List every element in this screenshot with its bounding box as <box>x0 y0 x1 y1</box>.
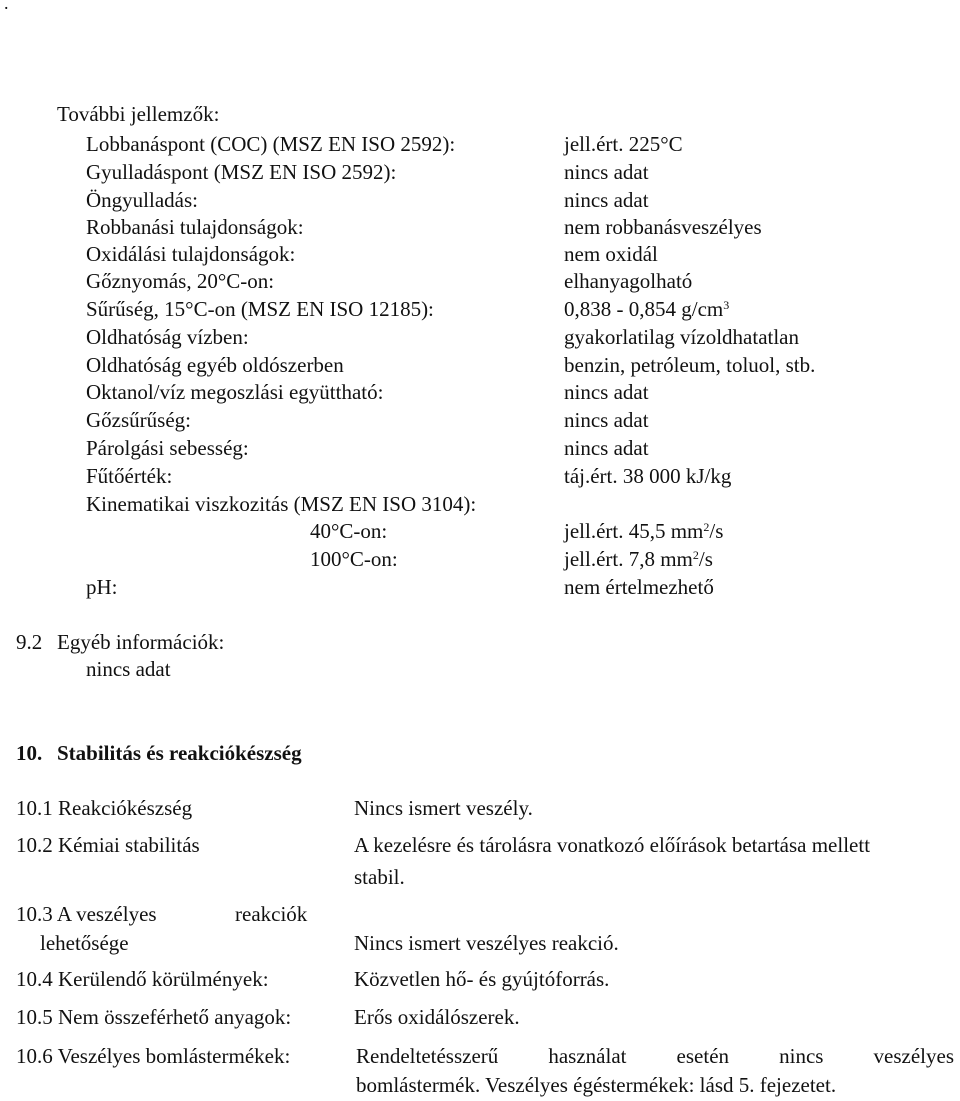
property-row <box>86 379 946 407</box>
other-info-number: 9.2 <box>16 630 43 654</box>
property-row <box>86 187 946 215</box>
property-label: Robbanási tulajdonságok: <box>86 215 304 239</box>
property-row <box>86 214 946 242</box>
item-value: Erős oxidálószerek. <box>354 1005 520 1029</box>
item-key: 10.4 Kerülendő körülmények: <box>16 967 269 991</box>
ph-label: pH: <box>86 575 118 599</box>
superscript: 3 <box>723 298 730 312</box>
ph-row <box>86 574 946 602</box>
viscosity-100-row <box>86 546 946 574</box>
item-key-line2: lehetősége <box>40 931 129 955</box>
property-row <box>86 463 946 491</box>
item-value-line2: bomlástermék. Veszélyes égéstermékek: lásd 5. fejezetet. <box>356 1073 837 1097</box>
property-label: Öngyulladás: <box>86 188 198 212</box>
top-mark: . <box>4 0 9 13</box>
property-label: Oldhatóság egyéb oldószerben <box>86 353 344 377</box>
other-info-title: Egyéb információk: <box>57 630 225 654</box>
property-value: 0,838 - 0,854 $g/cm^3$ <box>564 297 730 321</box>
viscosity-40-value: jell.ért. 45,5 $mm^2/s$ <box>564 519 724 543</box>
property-value: nincs adat <box>564 160 649 184</box>
item-value-line2: stabil. <box>354 865 405 889</box>
property-value: elhanyagolható <box>564 269 693 293</box>
item-value: Nincs ismert veszély. <box>354 796 533 820</box>
property-value: nincs adat <box>564 436 649 460</box>
property-label: Gőznyomás, 20°C-on: <box>86 269 275 293</box>
property-row <box>86 131 946 159</box>
viscosity-40-row <box>86 518 946 546</box>
property-label: Oktanol/víz megoszlási együttható: <box>86 380 384 404</box>
item-value-line1: A kezelésre és tárolásra vonatkozó előírások betartása mellett <box>354 833 871 857</box>
property-value: táj.ért. 38 000 kJ/kg <box>564 464 732 488</box>
property-value: jell.ért. 225°C <box>564 132 683 156</box>
item-value-line1: Rendeltetésszerű használat esetén nincs veszélyes <box>356 1044 954 1068</box>
property-row <box>86 268 946 296</box>
property-value: nincs adat <box>564 188 649 212</box>
property-label: Sűrűség, 15°C-on (MSZ EN ISO 12185): <box>86 297 434 321</box>
property-label: Oxidálási tulajdonságok: <box>86 242 296 266</box>
item-key-part: 10.3 A veszélyes <box>16 902 157 926</box>
property-row <box>86 435 946 463</box>
property-label: Oldhatóság vízben: <box>86 325 249 349</box>
extra-properties-heading: További jellemzők: <box>57 102 220 126</box>
property-row <box>86 324 946 352</box>
viscosity-label: Kinematikai viszkozitás (MSZ EN ISO 3104): <box>86 492 477 516</box>
property-value: nem oxidál <box>564 242 658 266</box>
item-key: 10.1 Reakciókészség <box>16 796 193 820</box>
viscosity-40-label: 40°C-on: <box>310 519 388 543</box>
section-10-number: 10. <box>16 741 43 765</box>
item-value: Közvetlen hő- és gyújtóforrás. <box>354 967 610 991</box>
property-row <box>86 159 946 187</box>
property-value: benzin, petróleum, toluol, stb. <box>564 353 816 377</box>
property-label: Fűtőérték: <box>86 464 173 488</box>
property-value: nincs adat <box>564 380 649 404</box>
viscosity-100-label: 100°C-on: <box>310 547 398 571</box>
item-key: 10.2 Kémiai stabilitás <box>16 833 200 857</box>
property-value: gyakorlatilag vízoldhatatlan <box>564 325 799 349</box>
viscosity-row <box>86 491 946 519</box>
item-key: 10.5 Nem összeférhető anyagok: <box>16 1005 292 1029</box>
property-row <box>86 241 946 269</box>
item-value: Nincs ismert veszélyes reakció. <box>354 931 619 955</box>
property-label: Lobbanáspont (COC) (MSZ EN ISO 2592): <box>86 132 456 156</box>
property-value: nem robbanásveszélyes <box>564 215 762 239</box>
property-row <box>86 296 946 324</box>
ph-value: nem értelmezhető <box>564 575 714 599</box>
item-key: 10.6 Veszélyes bomlástermékek: <box>16 1044 291 1068</box>
property-row <box>86 352 946 380</box>
viscosity-100-value: jell.ért. 7,8 $mm^2/s$ <box>564 547 713 571</box>
property-label: Gyulladáspont (MSZ EN ISO 2592): <box>86 160 397 184</box>
other-info-value: nincs adat <box>86 657 171 681</box>
property-label: Gőzsűrűség: <box>86 408 191 432</box>
item-key-part: reakciók <box>235 902 308 926</box>
property-value: nincs adat <box>564 408 649 432</box>
section-10-title: Stabilitás és reakciókészség <box>57 741 302 765</box>
property-row <box>86 407 946 435</box>
property-label: Párolgási sebesség: <box>86 436 249 460</box>
